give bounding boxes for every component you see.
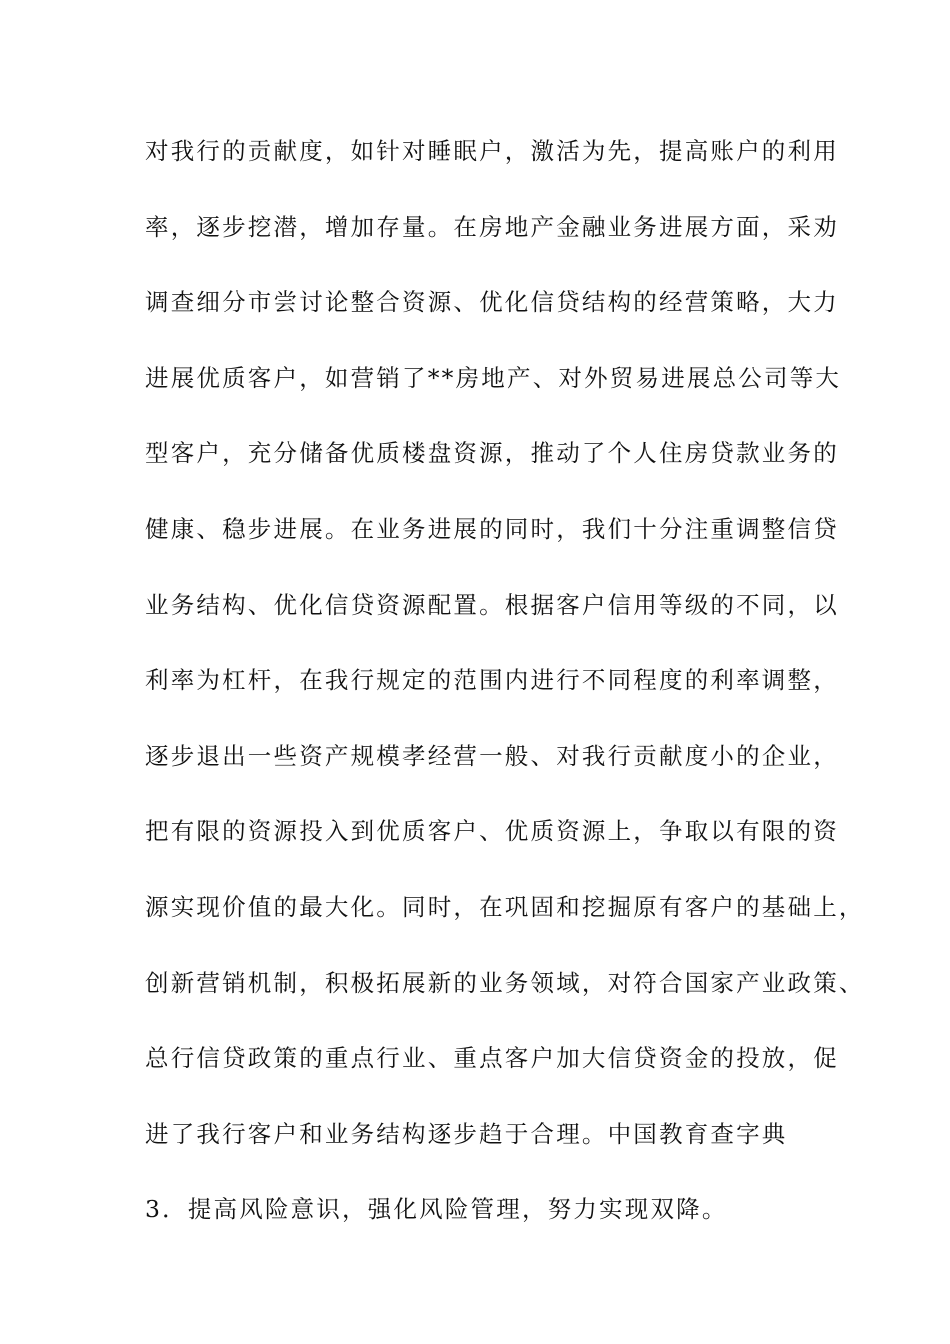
text-line-4: 进展优质客户，如营销了**房地产、对外贸易进展总公司等大 <box>145 363 842 392</box>
text-line-10: 把有限的资源投入到优质客户、优质资源上，争取以有限的资 <box>145 817 839 846</box>
text-line-8: 利率为杠杆，在我行规定的范围内进行不同程度的利率调整， <box>145 666 839 695</box>
text-line-6: 健康、稳步进展。在业务进展的同时，我们十分注重调整信贷 <box>145 514 839 543</box>
text-line-13: 总行信贷政策的重点行业、重点客户加大信贷资金的投放，促 <box>145 1044 839 1073</box>
section-heading: 3．提高风险意识，强化风险管理，努力实现双降。 <box>145 1195 728 1224</box>
text-line-12: 创新营销机制，积极拓展新的业务领域，对符合国家产业政策、 <box>145 968 865 997</box>
text-line-11: 源实现价值的最大化。同时，在巩固和挖掘原有客户的基础上， <box>145 892 865 921</box>
text-line-3: 调查细分市尝讨论整合资源、优化信贷结构的经营策略，大力 <box>145 288 839 317</box>
text-line-2: 率，逐步挖潜，增加存量。在房地产金融业务进展方面，采劝 <box>145 212 839 241</box>
text-line-14: 进了我行客户和业务结构逐步趋于合理。中国教育查字典 <box>145 1119 788 1148</box>
body-text <box>145 133 865 1267</box>
text-line-1: 对我行的贡献度，如针对睡眠户，激活为先，提高账户的利用 <box>145 137 839 165</box>
text-line-5: 型客户，充分储备优质楼盘资源，推动了个人住房贷款业务的 <box>145 439 839 468</box>
text-line-7: 业务结构、优化信贷资源配置。根据客户信用等级的不同，以 <box>145 590 839 619</box>
text-line-9: 逐步退出一些资产规模孝经营一般、对我行贡献度小的企业， <box>145 741 839 770</box>
